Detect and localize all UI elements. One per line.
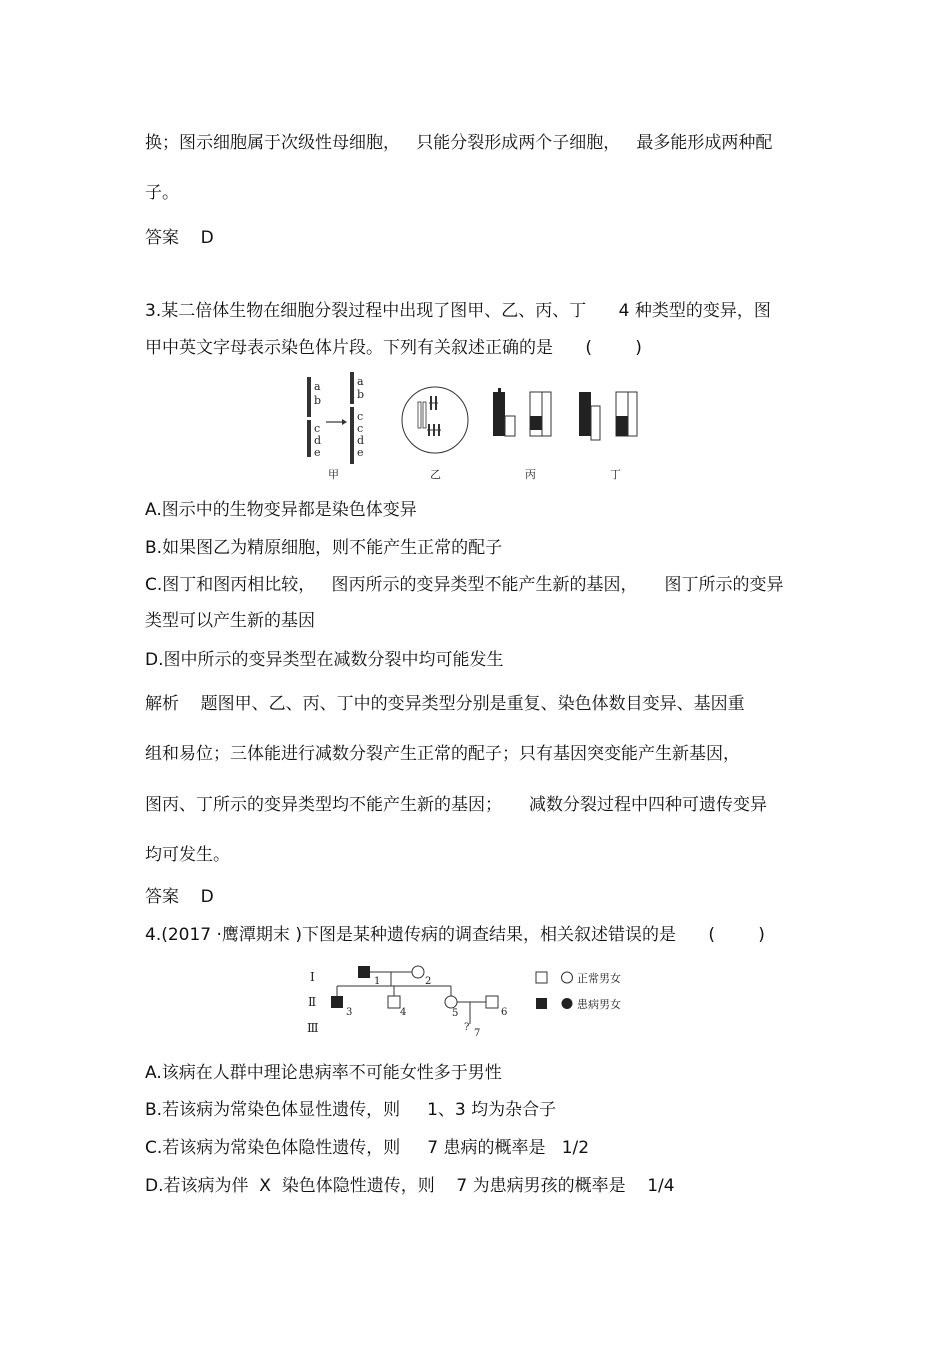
analysis-line: 图丙、丁所示的变异类型均不能产生新的基因； 减数分裂过程中四种可遗传变异 — [145, 795, 768, 815]
segment-label: e — [357, 446, 364, 459]
option-c: C.图丁和图丙相比较， 图丙所示的变异类型不能产生新的基因， 图丁所示的变异 — [145, 575, 784, 595]
segment-label: d — [314, 434, 322, 447]
figure-label: 乙 — [430, 468, 441, 481]
option-b: B.如果图乙为精原细胞，则不能产生正常的配子 — [145, 538, 503, 558]
individual-number: 4 — [400, 1007, 407, 1018]
segment-label: a — [357, 375, 364, 388]
normal-female-icon — [412, 966, 424, 978]
generation-label: Ⅱ — [308, 995, 317, 1009]
segment-label: b — [357, 388, 365, 401]
legend-label: 正常男女 — [577, 972, 621, 985]
legend-affected-female-icon — [562, 998, 573, 1009]
normal-male-icon — [388, 996, 400, 1008]
individual-number: 2 — [425, 976, 432, 987]
option-c-cont: 类型可以产生新的基因 — [145, 611, 315, 631]
individual-number: 5 — [452, 1008, 459, 1019]
arrow-icon — [342, 419, 347, 425]
normal-male-icon — [486, 996, 498, 1008]
figure-label: 甲 — [328, 468, 339, 481]
option-d: D.图中所示的变异类型在减数分裂中均可能发生 — [145, 650, 504, 670]
legend-affected-male-icon — [536, 998, 547, 1009]
analysis-line: 组和易位；三体能进行减数分裂产生正常的配子；只有基因突变能产生新基因， — [145, 744, 740, 764]
normal-female-icon — [445, 996, 457, 1008]
individual-number: 7 — [474, 1028, 481, 1039]
figure-label: 丁 — [610, 468, 621, 481]
paragraph-line: 子。 — [145, 183, 179, 203]
question-stem: 3.某二倍体生物在细胞分裂过程中出现了图甲、乙、丙、丁 4 种类型的变异，图 — [145, 301, 771, 321]
segment-label: c — [357, 422, 364, 435]
question-stem: 甲中英文字母表示染色体片段。下列有关叙述正确的是 ( ) — [145, 338, 642, 358]
segment-label: c — [357, 410, 364, 423]
answer-line: 答案 D — [145, 228, 214, 248]
option-c: C.若该病为常染色体隐性遗传，则 7 患病的概率是 1/2 — [145, 1138, 590, 1158]
answer-line: 答案 D — [145, 887, 214, 907]
individual-number: 6 — [501, 1007, 508, 1018]
individual-number: 1 — [374, 976, 381, 987]
option-d: D.若该病为伴 X 染色体隐性遗传，则 7 为患病男孩的概率是 1/4 — [145, 1176, 675, 1196]
option-a: A.该病在人群中理论患病率不可能女性多于男性 — [145, 1063, 502, 1083]
analysis-line: 均可发生。 — [145, 845, 230, 865]
legend-label: 患病男女 — [577, 998, 621, 1011]
chromosome-variation-figure — [298, 370, 650, 489]
affected-male-icon — [358, 966, 370, 978]
segment-label: d — [357, 434, 365, 447]
affected-male-icon — [331, 996, 343, 1008]
option-b: B.若该病为常染色体显性遗传，则 1、3 均为杂合子 — [145, 1100, 557, 1120]
option-a: A.图示中的生物变异都是染色体变异 — [145, 500, 417, 520]
unknown-mark: ? — [464, 1022, 470, 1033]
segment-label: a — [314, 380, 321, 393]
individual-number: 3 — [346, 1007, 353, 1018]
segment-label: e — [314, 446, 321, 459]
generation-label: Ⅲ — [307, 1021, 319, 1035]
question-stem: 4.(2017 ·鹰潭期末 )下图是某种遗传病的调查结果，相关叙述错误的是 ( ) — [145, 925, 765, 945]
segment-label: c — [314, 422, 321, 435]
segment-label: b — [314, 394, 322, 407]
legend-normal-male-icon — [536, 972, 547, 983]
paragraph-line: 换；图示细胞属于次级性母细胞， 只能分裂形成两个子细胞， 最多能形成两种配 — [145, 133, 773, 153]
generation-label: Ⅰ — [310, 970, 315, 984]
figure-label: 丙 — [525, 468, 536, 481]
legend-normal-female-icon — [562, 972, 573, 983]
analysis-line: 解析 题图甲、乙、丙、丁中的变异类型分别是重复、染色体数目变异、基因重 — [145, 694, 745, 714]
pedigree-chart — [300, 958, 640, 1044]
